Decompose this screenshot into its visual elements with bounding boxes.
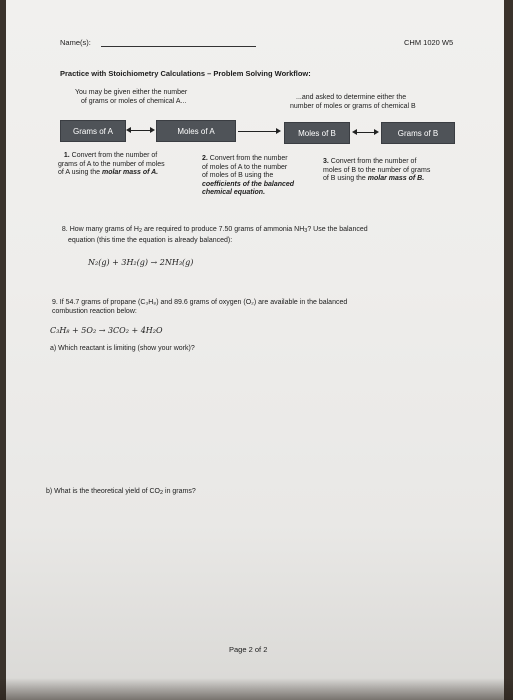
step-1-line2: grams of A to the number of moles <box>58 160 165 168</box>
question-8-equation: N₂(g) + 3H₂(g) → 2NH₃(g) <box>88 258 194 267</box>
step-3-molar-mass: molar mass of B. <box>367 175 425 182</box>
question-9b-text: b) What is the theoretical yield of CO <box>46 488 160 495</box>
step-3-line2: moles of B to the number of grams <box>323 166 431 174</box>
box-moles-b: Moles of B <box>284 122 350 144</box>
intro-right-line2: number of moles or grams of chemical B <box>290 103 416 110</box>
step-3-line3: of B using the <box>323 175 368 182</box>
step-2-number: 2. <box>202 155 208 162</box>
step-3-number: 3. <box>323 158 329 165</box>
course-code: CHM 1020 W5 <box>404 38 454 47</box>
name-label: Name(s): <box>60 38 91 47</box>
question-8 <box>58 225 368 245</box>
question-8-number: 8. <box>61 226 68 233</box>
question-9b-sub: 2 <box>160 490 164 496</box>
question-9-line2: combustion reaction below: <box>52 308 137 315</box>
worksheet-title: Practice with Stoichiometry Calculations – Problem Solving Workflow: <box>60 69 311 78</box>
step-3-text <box>323 158 430 184</box>
box-grams-a: Grams of A <box>60 120 126 142</box>
question-9a: a) Which reactant is limiting (show your work)? <box>50 345 195 352</box>
step-1-text <box>58 152 165 178</box>
question-8-sub-h2: 2 <box>138 228 142 234</box>
question-9-equation: C₃H₈ + 5O₂ → 3CO₂ + 4H₂O <box>50 326 163 335</box>
step-1-molar-mass: molar mass of A. <box>101 169 159 176</box>
question-9b-text-end: in grams? <box>163 488 196 495</box>
question-9 <box>52 298 347 316</box>
question-9-number: 9. <box>52 299 58 306</box>
step-3-line1: Convert from the number of <box>330 158 417 165</box>
intro-left-line1: You may be given either the number <box>75 89 188 96</box>
question-8-sub-nh3: 3 <box>304 228 308 234</box>
question-8-text-a: How many grams of H <box>69 226 139 233</box>
question-8-text-b: are required to produce 7.50 grams of ammonia NH <box>142 226 305 233</box>
question-8-line2: equation (this time the equation is already balanced): <box>68 237 233 244</box>
step-1-number: 1. <box>63 152 70 159</box>
step-1-line3: of A using the <box>58 169 102 176</box>
box-moles-a: Moles of A <box>156 120 236 142</box>
step-2-line2: of moles of A to the number <box>202 163 288 171</box>
name-blank-line <box>101 46 256 47</box>
step-2-text <box>202 155 294 198</box>
step-2-line5: chemical equation. <box>202 189 266 196</box>
step-2-line1: Convert from the number <box>209 155 288 162</box>
background-right <box>504 0 513 700</box>
step-1-line1: Convert from the number of <box>71 152 158 159</box>
intro-right-line1: ...and asked to determine either the <box>296 94 407 101</box>
question-9-line1: If 54.7 grams of propane (C₃H₈) and 89.6 grams of oxygen (O₂) are available in the balanced <box>59 299 348 306</box>
page-number: Page 2 of 2 <box>229 645 268 654</box>
question-8-text-c: ? Use the balanced <box>307 226 368 233</box>
step-2-line4: coefficients of the balanced <box>202 180 295 188</box>
background-bottom-shadow <box>0 678 513 700</box>
box-grams-b: Grams of B <box>381 122 455 144</box>
question-9b <box>46 488 196 496</box>
step-2-line3: of moles of B using the <box>202 172 274 179</box>
intro-left-line2: of grams or moles of chemical A... <box>81 98 187 105</box>
